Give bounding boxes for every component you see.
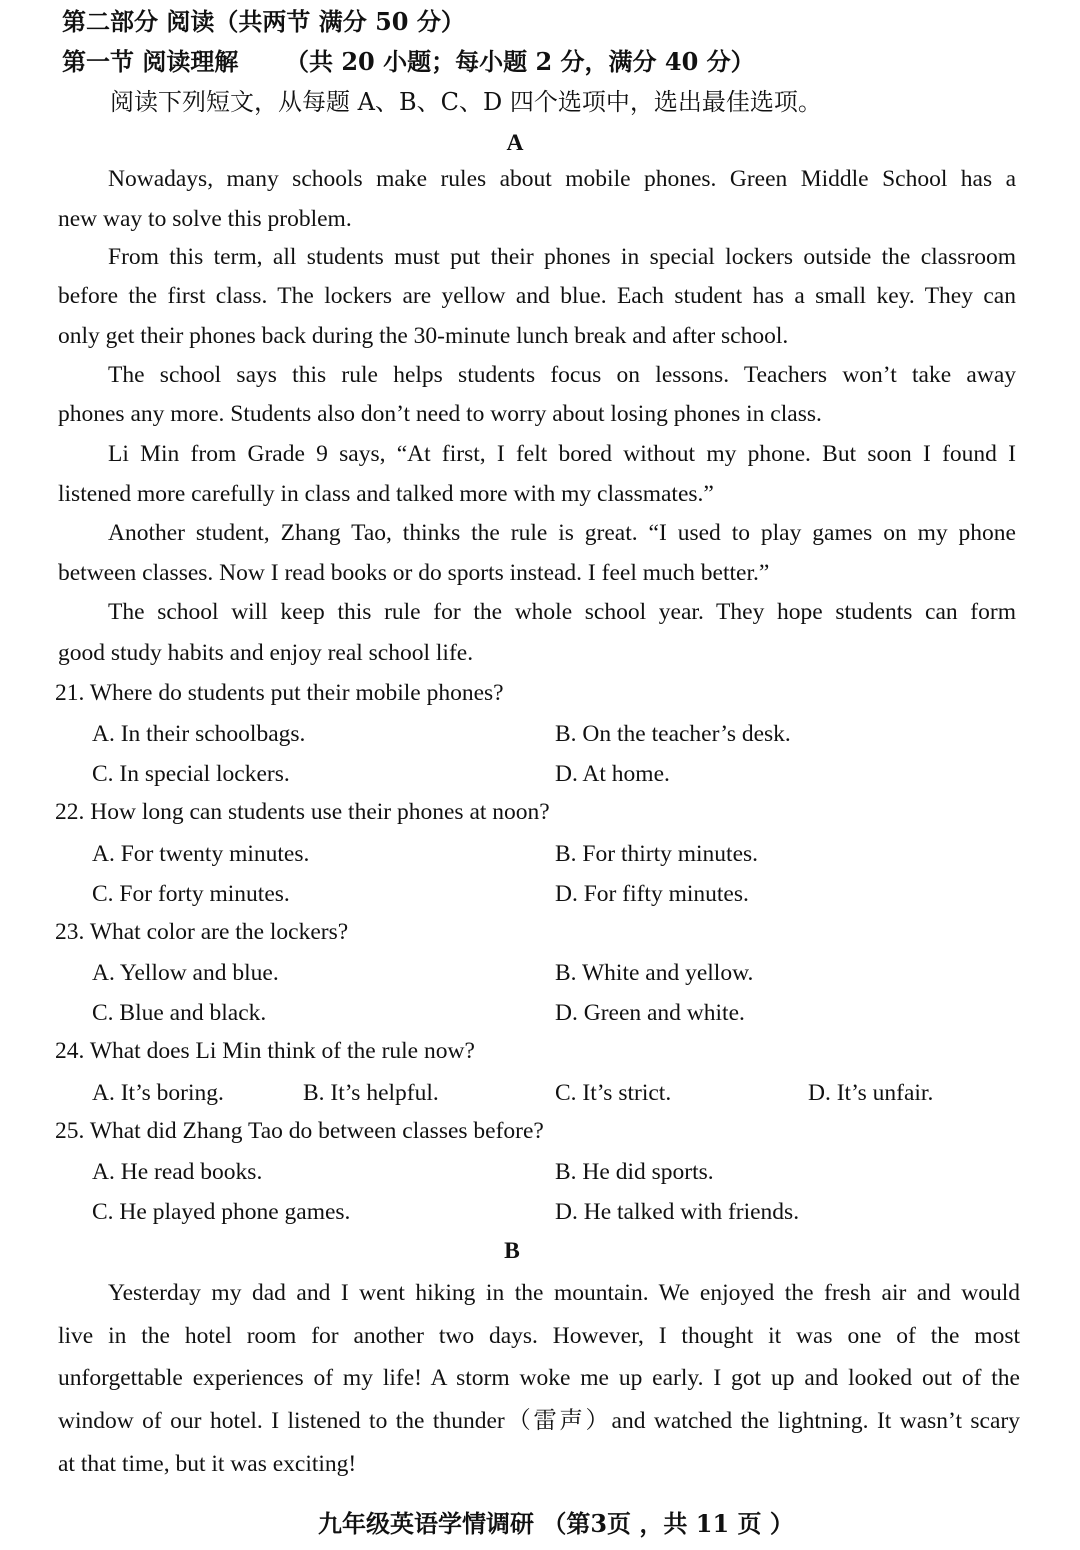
- answer-option[interactable]: D. Green and white.: [555, 1000, 745, 1026]
- passage-a-line: good study habits and enjoy real school life.: [58, 640, 474, 666]
- answer-option[interactable]: A. For twenty minutes.: [92, 841, 310, 867]
- passage-a-line: new way to solve this problem.: [58, 206, 352, 232]
- answer-option[interactable]: C. He played phone games.: [92, 1199, 351, 1225]
- part-title: 第二部分 阅读（共两节 满分 50 分）: [62, 7, 465, 36]
- answer-option[interactable]: D. For fifty minutes.: [555, 881, 749, 907]
- answer-option[interactable]: B. He did sports.: [555, 1159, 714, 1185]
- section-title: 第一节 阅读理解: [62, 47, 239, 76]
- passage-a-line: before the first class. The lockers are yellow and blue. Each student has a small key. They can: [58, 283, 1016, 309]
- answer-option[interactable]: A. In their schoolbags.: [92, 721, 306, 747]
- passage-b-line: window of our hotel. I listened to the thunder（雷声）and watched the lightning. It wasn’t scary: [58, 1408, 1020, 1434]
- passage-a-label: A: [506, 130, 524, 156]
- answer-option[interactable]: D. It’s unfair.: [808, 1080, 934, 1106]
- question-stem: 23. What color are the lockers?: [55, 919, 349, 945]
- answer-option[interactable]: C. For forty minutes.: [92, 881, 290, 907]
- question-stem: 24. What does Li Min think of the rule now?: [55, 1038, 475, 1064]
- answer-option[interactable]: C. In special lockers.: [92, 761, 290, 787]
- answer-option[interactable]: D. He talked with friends.: [555, 1199, 800, 1225]
- passage-a-line: between classes. Now I read books or do sports instead. I feel much better.”: [58, 560, 770, 586]
- answer-option[interactable]: A. Yellow and blue.: [92, 960, 279, 986]
- passage-a-line: From this term, all students must put their phones in special lockers outside the classroom: [108, 244, 1016, 270]
- passage-a-line: only get their phones back during the 30-minute lunch break and after school.: [58, 323, 789, 349]
- answer-option[interactable]: A. He read books.: [92, 1159, 263, 1185]
- passage-b-line: at that time, but it was exciting!: [58, 1451, 357, 1477]
- passage-b-label: B: [504, 1238, 520, 1264]
- question-stem: 21. Where do students put their mobile phones?: [55, 680, 504, 706]
- passage-a-line: Another student, Zhang Tao, thinks the rule is great. “I used to play games on my phone: [108, 520, 1016, 546]
- passage-b-line: live in the hotel room for another two days. However, I thought it was one of the most: [58, 1323, 1020, 1349]
- page-footer: 九年级英语学情调研 （第3页 ，共 11 页 ）: [318, 1509, 794, 1538]
- passage-a-line: phones any more. Students also don’t need to worry about losing phones in class.: [58, 401, 822, 427]
- answer-option[interactable]: B. For thirty minutes.: [555, 841, 759, 867]
- passage-a-line: Li Min from Grade 9 says, “At first, I felt bored without my phone. But soon I found I: [108, 441, 1016, 467]
- passage-b-line: Yesterday my dad and I went hiking in the mountain. We enjoyed the fresh air and would: [108, 1280, 1020, 1306]
- answer-option[interactable]: C. It’s strict.: [555, 1080, 672, 1106]
- answer-option[interactable]: D. At home.: [555, 761, 670, 787]
- passage-a-line: The school says this rule helps students focus on lessons. Teachers won’t take away: [108, 362, 1016, 388]
- passage-a-line: Nowadays, many schools make rules about mobile phones. Green Middle School has a: [108, 166, 1016, 192]
- passage-a-line: listened more carefully in class and talked more with my classmates.”: [58, 481, 714, 507]
- answer-option[interactable]: A. It’s boring.: [92, 1080, 224, 1106]
- answer-option[interactable]: B. White and yellow.: [555, 960, 754, 986]
- answer-option[interactable]: C. Blue and black.: [92, 1000, 267, 1026]
- section-score: （共 20 小题；每小题 2 分，满分 40 分）: [285, 47, 755, 76]
- question-stem: 25. What did Zhang Tao do between classes before?: [55, 1118, 544, 1144]
- answer-option[interactable]: B. It’s helpful.: [303, 1080, 439, 1106]
- answer-option[interactable]: B. On the teacher’s desk.: [555, 721, 791, 747]
- passage-a-line: The school will keep this rule for the whole school year. They hope students can form: [108, 599, 1016, 625]
- passage-b-line: unforgettable experiences of my life! A storm woke me up early. I got up and looked out of the: [58, 1365, 1020, 1391]
- instruction: 阅读下列短文，从每题 A、B、C、D 四个选项中，选出最佳选项。: [110, 88, 822, 116]
- question-stem: 22. How long can students use their phones at noon?: [55, 799, 550, 825]
